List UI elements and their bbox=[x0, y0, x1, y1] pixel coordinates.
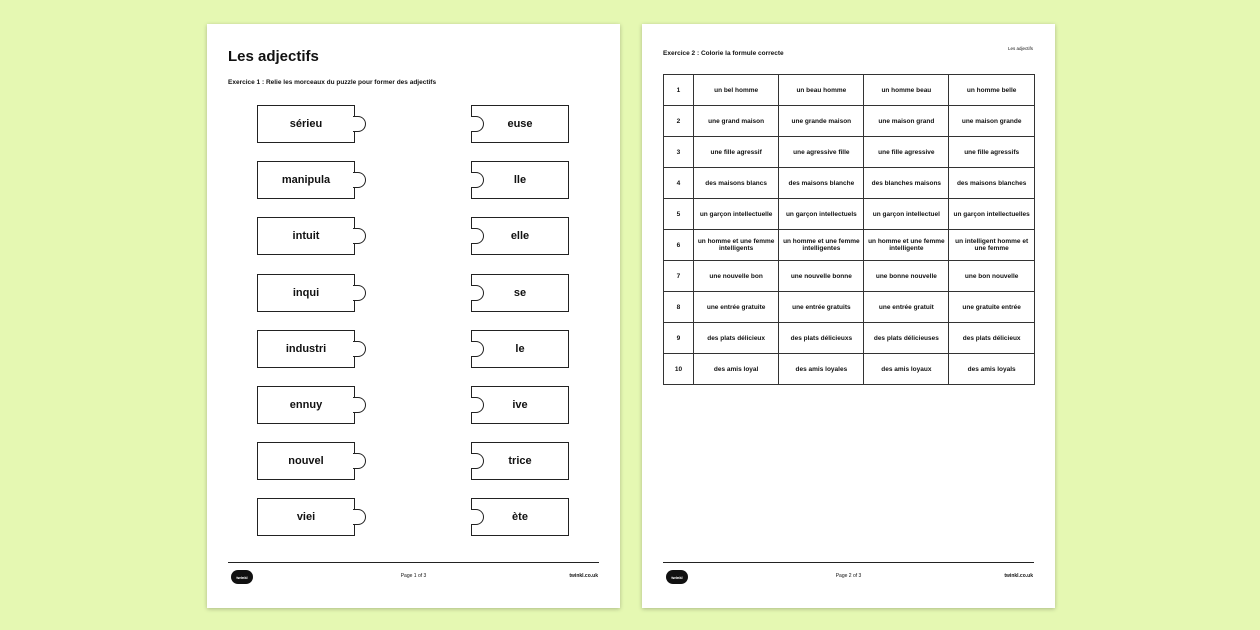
answer-option[interactable]: un homme belle bbox=[949, 75, 1035, 106]
answer-option[interactable]: une bonne nouvelle bbox=[864, 261, 949, 292]
piece-label: elle bbox=[510, 230, 530, 243]
puzzle-piece-stem bbox=[257, 217, 355, 255]
puzzle-piece-ending bbox=[471, 330, 569, 368]
piece-label: euse bbox=[507, 118, 533, 130]
piece-label: intuit bbox=[292, 230, 320, 243]
puzzle-knob bbox=[471, 397, 484, 413]
puzzle-piece-ending bbox=[471, 161, 569, 199]
page-header: Les adjectifs bbox=[1007, 46, 1033, 51]
answer-option[interactable]: des amis loyales bbox=[779, 354, 864, 385]
answer-option[interactable]: des plats délicieuxs bbox=[779, 323, 864, 354]
answer-option[interactable]: une grand maison bbox=[693, 106, 778, 137]
piece-label: trice bbox=[508, 455, 532, 468]
puzzle-piece-stem bbox=[257, 274, 355, 312]
answer-option[interactable]: un homme et une femme intelligents bbox=[693, 230, 778, 261]
row-number: 6 bbox=[664, 230, 694, 261]
answer-option[interactable]: une nouvelle bon bbox=[693, 261, 778, 292]
answer-option[interactable]: des maisons blancs bbox=[693, 168, 778, 199]
answer-option[interactable]: une agressive fille bbox=[779, 137, 864, 168]
piece-label: le bbox=[515, 342, 525, 355]
piece-label: nouvel bbox=[288, 455, 324, 468]
page-number: Page 1 of 3 bbox=[400, 573, 427, 579]
table-row bbox=[664, 323, 1035, 354]
piece-label: se bbox=[513, 286, 527, 299]
puzzle-piece-stem bbox=[257, 498, 355, 536]
table-row bbox=[664, 230, 1035, 261]
puzzle-piece-ending bbox=[471, 105, 569, 143]
answer-option[interactable]: des plats délicieuses bbox=[864, 323, 949, 354]
answer-option[interactable]: un homme et une femme intelligentes bbox=[779, 230, 864, 261]
piece-label: ennuy bbox=[289, 399, 323, 411]
puzzle-piece-stem bbox=[257, 105, 355, 143]
puzzle-knob bbox=[471, 172, 484, 188]
answer-option[interactable]: une maison grand bbox=[864, 106, 949, 137]
puzzle-piece-stem bbox=[257, 161, 355, 199]
answer-option[interactable]: une nouvelle bonne bbox=[779, 261, 864, 292]
answer-option[interactable]: une maison grande bbox=[949, 106, 1035, 137]
answer-option[interactable]: un garçon intellectuels bbox=[779, 199, 864, 230]
puzzle-knob bbox=[353, 172, 366, 188]
puzzle-piece-ending bbox=[471, 498, 569, 536]
answer-option[interactable]: des plats délicieux bbox=[949, 323, 1035, 354]
puzzle-knob bbox=[353, 397, 366, 413]
puzzle-knob bbox=[353, 228, 366, 244]
table-row bbox=[664, 75, 1035, 106]
answer-option[interactable]: des amis loyaux bbox=[864, 354, 949, 385]
answer-option[interactable]: un beau homme bbox=[779, 75, 864, 106]
piece-label: sérieu bbox=[289, 118, 323, 130]
puzzle-knob bbox=[353, 285, 366, 301]
twinkl-logo: twinkl bbox=[666, 570, 688, 584]
puzzle-knob bbox=[471, 285, 484, 301]
site-link: twinkl.co.uk bbox=[1004, 573, 1033, 579]
choice-table bbox=[663, 74, 1035, 385]
puzzle-knob bbox=[471, 116, 484, 132]
answer-option[interactable]: des maisons blanche bbox=[779, 168, 864, 199]
piece-label: manipula bbox=[281, 174, 331, 187]
piece-label: ive bbox=[512, 399, 528, 411]
answer-option[interactable]: une bon nouvelle bbox=[949, 261, 1035, 292]
puzzle-piece-stem bbox=[257, 386, 355, 424]
footer-divider bbox=[663, 562, 1034, 563]
answer-option[interactable]: un garçon intellectuelle bbox=[693, 199, 778, 230]
puzzle-piece-stem bbox=[257, 442, 355, 480]
piece-label: ète bbox=[512, 511, 528, 524]
puzzle-piece-ending bbox=[471, 386, 569, 424]
piece-label: viei bbox=[296, 511, 316, 524]
table-row bbox=[664, 199, 1035, 230]
puzzle-piece-stem bbox=[257, 330, 355, 368]
answer-option[interactable]: un bel homme bbox=[693, 75, 778, 106]
answer-option[interactable]: une entrée gratuits bbox=[779, 292, 864, 323]
page-number: Page 2 of 3 bbox=[835, 573, 862, 579]
puzzle-knob bbox=[353, 509, 366, 525]
page-title: Les adjectifs bbox=[228, 48, 319, 65]
answer-option[interactable]: une fille agressive bbox=[864, 137, 949, 168]
row-number: 4 bbox=[664, 168, 694, 199]
row-number: 3 bbox=[664, 137, 694, 168]
answer-option[interactable]: un homme beau bbox=[864, 75, 949, 106]
answer-option[interactable]: un garçon intellectuel bbox=[864, 199, 949, 230]
answer-option[interactable]: un garçon intellectuelles bbox=[949, 199, 1035, 230]
site-link: twinkl.co.uk bbox=[569, 573, 598, 579]
row-number: 5 bbox=[664, 199, 694, 230]
puzzle-piece-ending bbox=[471, 217, 569, 255]
puzzle-knob bbox=[471, 509, 484, 525]
puzzle-knob bbox=[353, 453, 366, 469]
exercise-instruction: Exercice 1 : Relie les morceaux du puzzle pour former des adjectifs bbox=[228, 79, 437, 86]
puzzle-knob bbox=[471, 453, 484, 469]
row-number: 9 bbox=[664, 323, 694, 354]
footer-divider bbox=[228, 562, 599, 563]
worksheet-page-1 bbox=[207, 24, 620, 608]
puzzle-knob bbox=[471, 341, 484, 357]
exercise-instruction: Exercice 2 : Colorie la formule correcte bbox=[663, 50, 784, 57]
table-row bbox=[664, 261, 1035, 292]
answer-option[interactable]: une fille agressifs bbox=[949, 137, 1035, 168]
table-row bbox=[664, 168, 1035, 199]
piece-label: lle bbox=[513, 174, 527, 187]
row-number: 8 bbox=[664, 292, 694, 323]
worksheet-page-2 bbox=[642, 24, 1055, 608]
answer-option[interactable]: une entrée gratuit bbox=[864, 292, 949, 323]
piece-label: inqui bbox=[292, 286, 320, 299]
answer-option[interactable]: une gratuite entrée bbox=[949, 292, 1035, 323]
answer-option[interactable]: une fille agressif bbox=[693, 137, 778, 168]
answer-option[interactable]: des maisons blanches bbox=[949, 168, 1035, 199]
answer-option[interactable]: des amis loyals bbox=[949, 354, 1035, 385]
answer-option[interactable]: une grande maison bbox=[779, 106, 864, 137]
row-number: 2 bbox=[664, 106, 694, 137]
row-number: 10 bbox=[664, 354, 694, 385]
puzzle-knob bbox=[471, 228, 484, 244]
table-row bbox=[664, 106, 1035, 137]
answer-option[interactable]: une entrée gratuite bbox=[693, 292, 778, 323]
answer-option[interactable]: des amis loyal bbox=[693, 354, 778, 385]
answer-option[interactable]: un intelligent homme et une femme bbox=[949, 230, 1035, 261]
row-number: 7 bbox=[664, 261, 694, 292]
answer-option[interactable]: des plats délicieux bbox=[693, 323, 778, 354]
puzzle-knob bbox=[353, 116, 366, 132]
table-row bbox=[664, 137, 1035, 168]
twinkl-logo: twinkl bbox=[231, 570, 253, 584]
table-row bbox=[664, 292, 1035, 323]
puzzle-knob bbox=[353, 341, 366, 357]
table-row bbox=[664, 354, 1035, 385]
piece-label: industri bbox=[285, 342, 327, 355]
answer-option[interactable]: des blanches maisons bbox=[864, 168, 949, 199]
puzzle-piece-ending bbox=[471, 274, 569, 312]
row-number: 1 bbox=[664, 75, 694, 106]
answer-option[interactable]: un homme et une femme intelligente bbox=[864, 230, 949, 261]
puzzle-piece-ending bbox=[471, 442, 569, 480]
